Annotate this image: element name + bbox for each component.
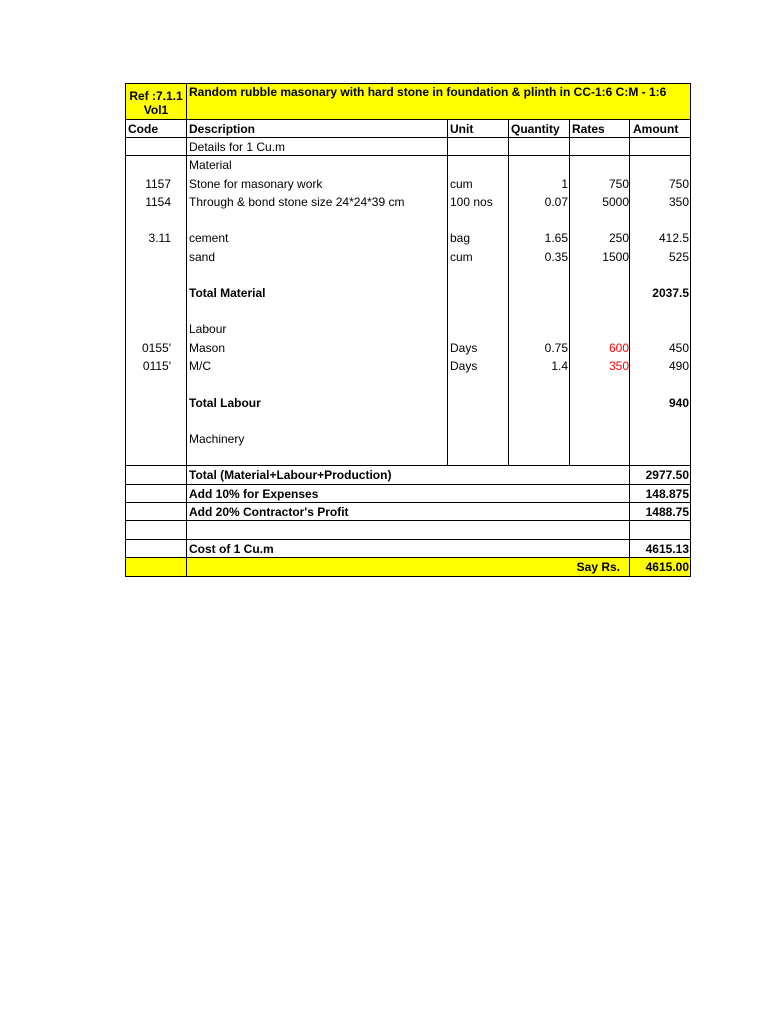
grid-line [125,557,691,558]
row-quantity: 0.75 [544,341,568,355]
row-rate: 250 [608,231,629,245]
row-description: cement [189,231,229,245]
total-labour-amount: 940 [668,396,689,410]
expenses-label: Add 10% for Expenses [189,487,319,501]
grid-line [629,119,630,577]
expenses-amount: 148.875 [645,487,689,501]
labour-heading: Labour [189,322,227,336]
say-rs-amount: 4615.00 [645,560,689,574]
ref-label [125,89,187,117]
row-amount: 525 [668,250,689,264]
row-rate: 350 [608,359,629,373]
grid-line [125,465,691,466]
row-quantity: 0.07 [544,195,568,209]
row-code: 0155' [142,341,171,355]
row-rate: 5000 [602,195,629,209]
row-description: Through & bond stone size 24*24*39 cm [189,195,405,209]
row-unit: cum [450,250,473,264]
row-description: M/C [189,359,211,373]
grid-line [125,137,691,138]
row-quantity: 1.65 [544,231,568,245]
grid-line [125,502,691,503]
row-code: 0115' [142,359,171,373]
grand-total-label: Total (Material+Labour+Production) [189,468,392,482]
grid-line [447,119,448,466]
row-amount: 490 [668,359,689,373]
row-amount: 350 [668,195,689,209]
col-code-header: Code [128,122,158,136]
grid-line [186,83,187,577]
grand-total-amount: 2977.50 [645,468,689,482]
col-amount-header: Amount [633,122,679,136]
row-unit: Days [450,341,478,355]
row-quantity: 0.35 [544,250,568,264]
grid-line [569,119,570,466]
grid-line [690,83,691,577]
details-label: Details for 1 Cu.m [189,140,286,154]
grid-line [125,83,126,577]
cost-label: Cost of 1 Cu.m [189,542,274,556]
grid-line [125,83,691,84]
grid-line [125,484,691,485]
row-unit: cum [450,177,473,191]
cost-amount: 4615.13 [645,542,689,556]
machinery-heading: Machinery [189,432,245,446]
row-code: 1154 [145,195,171,209]
row-description: Stone for masonary work [189,177,323,191]
rate-analysis-sheet [125,83,691,577]
row-quantity: 1 [561,177,568,191]
row-code: 1157 [145,177,171,191]
profit-label: Add 20% Contractor's Profit [189,505,349,519]
material-heading: Material [189,158,232,172]
row-rate: 1500 [602,250,629,264]
col-rates-header: Rates [572,122,605,136]
col-quantity-header: Quantity [511,122,560,136]
ref-line-2: Vol1 [143,103,169,117]
grid-line [125,539,691,540]
say-rs-label: Say Rs. [576,560,620,574]
row-amount: 450 [668,341,689,355]
row-description: sand [189,250,216,264]
grid-line [125,119,691,120]
row-rate: 600 [608,341,629,355]
col-description-header: Description [189,122,256,136]
grid-line [125,520,691,521]
row-rate: 750 [608,177,629,191]
ref-line-1: Ref :7.1.1 [129,89,183,103]
row-code: 3.11 [148,231,171,245]
total-material-label: Total Material [189,286,266,300]
total-labour-label: Total Labour [189,396,261,410]
row-unit: 100 nos [450,195,493,209]
row-unit: Days [450,359,478,373]
row-description: Mason [189,341,226,355]
total-material-amount: 2037.5 [652,286,689,300]
grid-line [508,119,509,466]
row-amount: 750 [668,177,689,191]
row-quantity: 1.4 [551,359,568,373]
row-unit: bag [450,231,471,245]
col-unit-header: Unit [450,122,474,136]
item-title: Random rubble masonary with hard stone in foundation & plinth in CC-1:6 C:M - 1:6 [189,85,667,99]
grid-line [125,155,691,156]
grid-line [125,576,691,577]
profit-amount: 1488.75 [645,505,689,519]
row-amount: 412.5 [658,231,689,245]
